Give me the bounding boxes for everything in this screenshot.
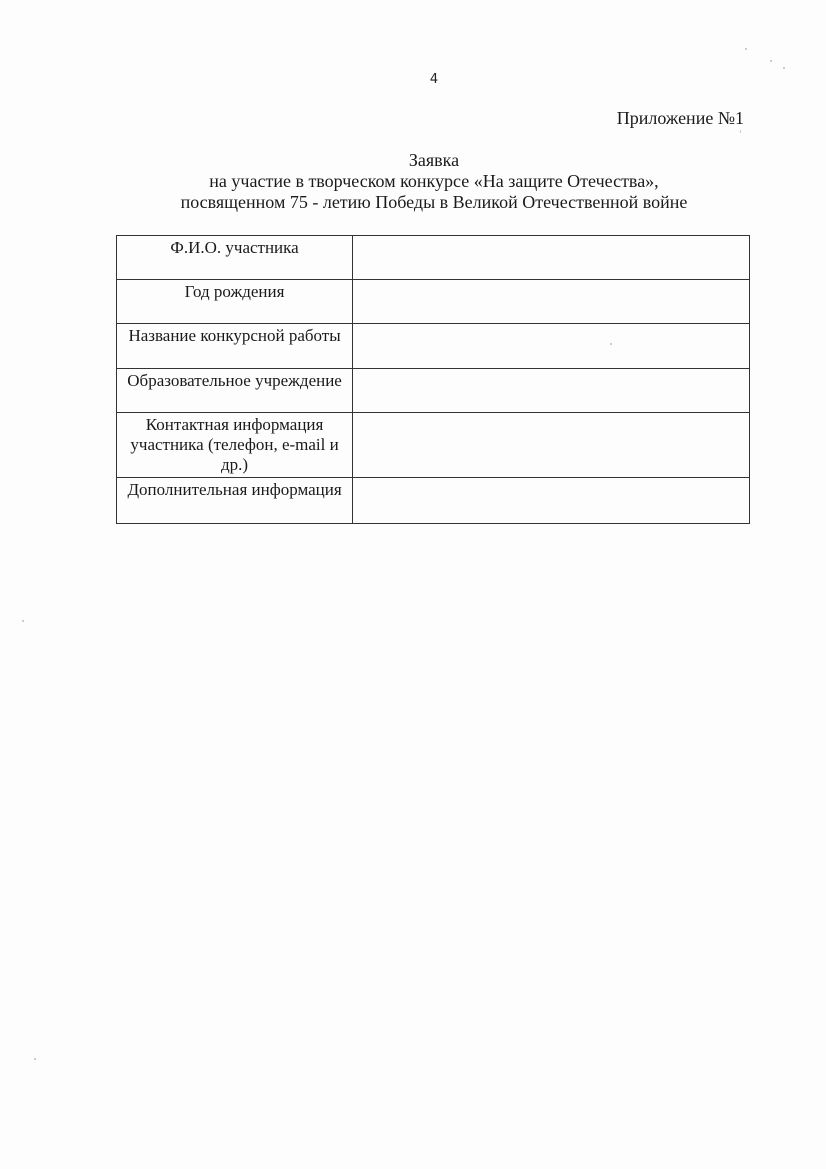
row-label-work-title: Название конкурсной работы — [117, 324, 353, 369]
page-number: 4 — [429, 72, 439, 87]
row-label-birth-year: Год рождения — [117, 280, 353, 324]
row-value-contact-info[interactable] — [353, 413, 750, 478]
scan-speck — [745, 48, 747, 50]
scan-speck — [740, 130, 741, 133]
row-label-full-name: Ф.И.О. участника — [117, 236, 353, 280]
scan-speck — [22, 620, 24, 622]
table-row — [117, 478, 750, 524]
scan-speck — [770, 60, 772, 62]
row-label-institution: Образовательное учреждение — [117, 369, 353, 413]
row-value-birth-year[interactable] — [353, 280, 750, 324]
row-value-work-title[interactable] — [353, 324, 750, 369]
table-row — [117, 280, 750, 324]
table-row — [117, 369, 750, 413]
scan-speck — [783, 67, 785, 69]
row-label-contact-info: Контактная информация участника (телефон, e-mail и др.) — [117, 413, 353, 478]
scan-speck — [34, 1058, 36, 1060]
row-label-additional-info: Дополнительная информация — [117, 478, 353, 524]
appendix-label: Приложение №1 — [616, 108, 744, 128]
title-line-2: на участие в творческом конкурсе «На защите Отечества», — [209, 171, 659, 191]
row-value-full-name[interactable] — [353, 236, 750, 280]
title-heading: Заявка — [408, 150, 460, 170]
title-block — [0, 150, 826, 213]
table-row — [117, 236, 750, 280]
row-value-institution[interactable] — [353, 369, 750, 413]
application-form-table — [116, 235, 750, 524]
row-value-additional-info[interactable] — [353, 478, 750, 524]
table-row — [117, 413, 750, 478]
title-line-3: посвященном 75 - летию Победы в Великой Отечественной войне — [180, 192, 688, 212]
table-row — [117, 324, 750, 369]
scan-speck — [610, 343, 612, 345]
